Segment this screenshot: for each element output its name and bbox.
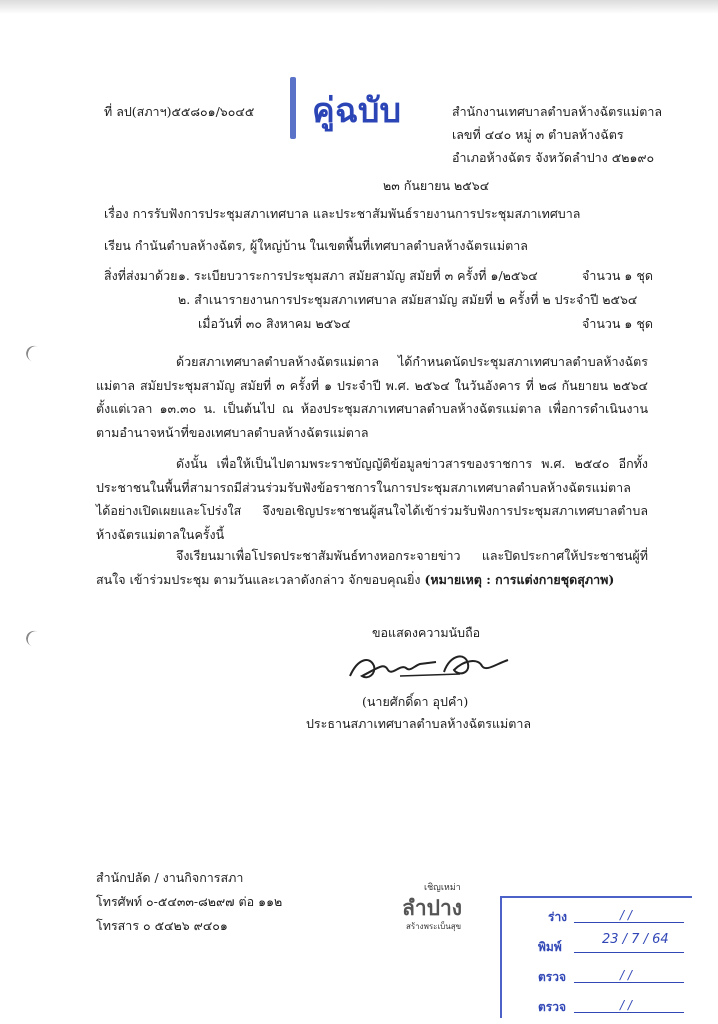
stamp-check-2-date: / / bbox=[620, 998, 632, 1012]
stamp-line bbox=[574, 952, 684, 953]
body-paragraph-1: ด้วยสภาเทศบาลตำบลห้างฉัตรแม่ตาล ได้กำหนดนัดประชุมสภาเทศบาลตำบลห้างฉัตรแม่ตาล สมัยประชุมสามัญ สมัยที่ ๓ ครั้งที่ ๑ ประจำปี พ.ศ. ๒๕๖๔ ในวันอังคาร ที่ ๒๘ กันยายน ๒๕๖๔ ตั้งแต่เวลา ๑๓.๓๐ น. เป็นต้นไป ณ ห้องประชุมสภาเทศบาลตำบลห้างฉัตรแม่ตาล เพื่อการดำเนินงานตามอำนาจหน้าที่ของเทศบาลตำบลห้างฉัตรแม่ตาล bbox=[96, 354, 648, 440]
stamp-line bbox=[574, 982, 684, 983]
lampang-logo bbox=[380, 880, 480, 930]
enclosure-item-2-qty: จำนวน ๑ ชุด bbox=[582, 316, 653, 331]
subject-line: เรื่อง การรับฟังการประชุมสภาเทศบาล และประชาสัมพันธ์รายงานการประชุมสภาเทศบาล bbox=[104, 206, 581, 221]
signer-title: ประธานสภาเทศบาลตำบลห้างฉัตรแม่ตาล bbox=[306, 716, 532, 731]
enclosure-item-2: ๒. สำเนารายงานการประชุมสภาเทศบาล สมัยสามัญ สมัยที่ ๒ ครั้งที่ ๒ ประจำปี ๒๕๖๔ bbox=[178, 292, 638, 307]
received-stamp bbox=[500, 896, 692, 1018]
punch-hole-mark bbox=[24, 343, 46, 364]
logo-tagline: เชิญเหม่า bbox=[424, 883, 461, 893]
signature-image bbox=[340, 646, 520, 688]
enclosures-label: สิ่งที่ส่งมาด้วย bbox=[104, 268, 178, 283]
footer-department: สำนักปลัด / งานกิจการสภา bbox=[96, 870, 244, 885]
copy-stamp-text: คู่ฉบับ bbox=[312, 91, 402, 131]
stamp-draft-date: / / bbox=[620, 908, 632, 922]
body-paragraph-3 bbox=[96, 544, 648, 591]
stamp-row-print: พิมพ์ bbox=[538, 940, 562, 954]
signer-name: (นายศักดิ์ดา อุปคำ) bbox=[362, 694, 469, 709]
stamp-row-check-2: ตรวจ bbox=[538, 1000, 567, 1014]
closing-salutation: ขอแสดงความนับถือ bbox=[372, 625, 481, 640]
stamp-print-date: 23 / 7 / 64 bbox=[602, 932, 669, 947]
office-line-2: เลขที่ ๔๔๐ หมู่ ๓ ตำบลห้างฉัตร bbox=[452, 127, 624, 142]
stamp-row-draft: ร่าง bbox=[548, 910, 568, 924]
footer-fax: โทรสาร ๐ ๕๔๒๖ ๙๔๐๑ bbox=[96, 918, 228, 933]
stamp-row-check-1: ตรวจ bbox=[538, 970, 567, 984]
logo-slogan: สร้างพระเบ็นสุข bbox=[406, 922, 462, 931]
dress-code-note: (หมายเหตุ : การแต่งกายชุดสุภาพ) bbox=[424, 571, 615, 587]
stamp-check-1-date: / / bbox=[620, 968, 632, 982]
footer-phone: โทรศัพท์ ๐-๕๔๓๓-๘๒๙๗ ต่อ ๑๑๒ bbox=[96, 894, 283, 909]
scan-edge bbox=[0, 0, 718, 14]
enclosure-item-1-qty: จำนวน ๑ ชุด bbox=[582, 268, 653, 283]
office-line-3: อำเภอห้างฉัตร จังหวัดลำปาง ๕๒๑๙๐ bbox=[452, 150, 655, 165]
copy-stamp bbox=[290, 75, 430, 145]
stamp-bar bbox=[290, 77, 296, 139]
enclosure-item-2-date: เมื่อวันที่ ๓๐ สิงหาคม ๒๕๖๔ bbox=[198, 316, 351, 331]
body-paragraph-2: ดังนั้น เพื่อให้เป็นไปตามพระราชบัญญัติข้อมูลข่าวสารของราชการ พ.ศ. ๒๕๔๐ อีกทั้ง ประชาชนในพื้นที่สามารถมีส่วนร่วมรับฟังข้อราชการในการประชุมสภาเทศบาลตำบลห้างฉัตรแม่ตาล ได้อย่างเปิดเผยและโปร่งใส จึงขอเชิญประชาชนผู้สนใจได้เข้าร่วมรับฟังการประชุมสภาเทศบาลตำบล ห้างฉัตรแม่ตาลในครั้งนี้ bbox=[96, 456, 648, 542]
logo-name: ลำปาง bbox=[402, 896, 463, 920]
office-line-1: สำนักงานเทศบาลตำบลห้างฉัตรแม่ตาล bbox=[452, 104, 663, 119]
letter-date: ๒๓ กันยายน ๒๕๖๔ bbox=[383, 178, 490, 193]
stamp-line bbox=[574, 922, 684, 923]
recipient-line: เรียน กำนันตำบลห้างฉัตร, ผู้ใหญ่บ้าน ในเขตพื้นที่เทศบาลตำบลห้างฉัตรแม่ตาล bbox=[104, 238, 528, 253]
enclosure-item-1: ๑. ระเบียบวาระการประชุมสภา สมัยสามัญ สมัยที่ ๓ ครั้งที่ ๑/๒๕๖๔ bbox=[178, 268, 538, 283]
punch-hole-mark bbox=[24, 628, 46, 649]
stamp-line bbox=[574, 1012, 684, 1013]
reference-number: ที่ ลป(สภาฯ)๕๕๘๐๑/๖๐๔๕ bbox=[104, 104, 255, 119]
body-paragraph-3-text: จึงเรียนมาเพื่อโปรดประชาสัมพันธ์ทางหอกระจายข่าว และปิดประกาศให้ประชาชนผู้ที่สนใจ เข้าร่วมประชุม ตามวันและเวลาดังกล่าว จักขอบคุณยิ่ง bbox=[96, 548, 648, 587]
